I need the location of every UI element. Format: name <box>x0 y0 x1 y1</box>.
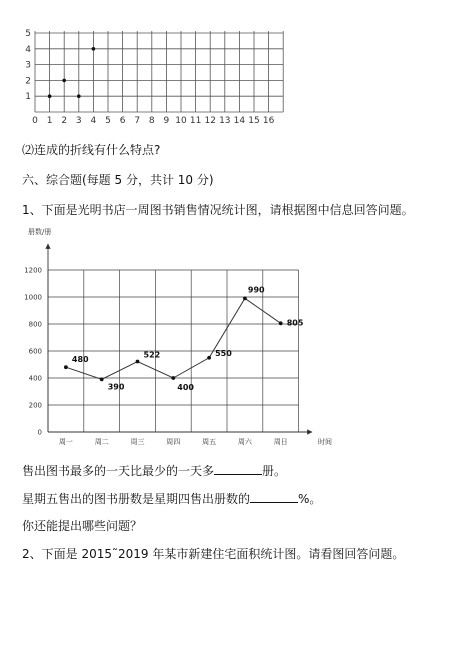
book-sales-line-chart <box>0 222 456 452</box>
data-label: 522 <box>143 350 161 360</box>
grid-x-tick: 11 <box>189 116 202 126</box>
ask-2 <box>22 491 321 506</box>
grid-x-tick: 4 <box>90 116 97 126</box>
x-tick-label: 周四 <box>166 438 181 446</box>
ask-1 <box>22 463 286 478</box>
grid-y-tick: 1 <box>25 92 31 103</box>
grid-x-tick: 16 <box>262 116 275 126</box>
data-label: 805 <box>286 318 304 328</box>
grid-point <box>92 47 96 51</box>
data-point <box>243 296 247 300</box>
ask-3: 你还能提出哪些问题？ <box>22 519 143 533</box>
y-tick-label: 1000 <box>24 293 42 302</box>
grid-point <box>48 94 52 98</box>
grid-x-tick: 2 <box>61 116 68 126</box>
grid-x-tick: 15 <box>248 116 260 126</box>
ask-2-prefix: 星期五售出的图书册数是星期四售出册数的 <box>22 492 251 506</box>
x-axis-label: 时间 <box>318 438 332 446</box>
data-point <box>171 376 175 380</box>
sales-line <box>66 298 281 379</box>
data-point <box>136 360 140 364</box>
grid-x-tick: 7 <box>134 116 141 126</box>
grid-x-tick: 1 <box>46 116 53 126</box>
coordinate-grid-chart <box>0 0 456 130</box>
y-tick-label: 400 <box>28 374 42 383</box>
y-axis-label: 册数/册 <box>28 228 52 236</box>
grid-x-tick: 10 <box>175 116 187 126</box>
data-point <box>279 321 283 325</box>
x-tick-label: 周三 <box>130 438 145 446</box>
grid-x-tick: 13 <box>219 116 231 126</box>
data-label: 400 <box>177 383 195 392</box>
x-tick-label: 周二 <box>94 438 109 446</box>
question-1-text: 1、下面是光明书店一周图书销售情况统计图，请根据图中信息回答问题。 <box>22 203 414 217</box>
x-tick-label: 周日 <box>273 438 288 446</box>
y-tick-label: 200 <box>28 401 42 410</box>
grid-point <box>77 94 81 98</box>
grid-y-tick: 2 <box>25 76 31 87</box>
grid-point <box>62 79 66 83</box>
question-2-text: ⑵连成的折线有什么特点? <box>22 143 161 157</box>
y-tick-label: 0 <box>37 428 42 437</box>
y-tick-label: 1200 <box>24 266 42 275</box>
answer-blank-2[interactable] <box>250 491 298 503</box>
grid-x-tick: 14 <box>233 116 246 126</box>
x-tick-label: 周五 <box>202 438 217 446</box>
grid-y-tick: 4 <box>25 44 31 55</box>
section-6-heading: 六、综合题(每题 5 分，共计 10 分) <box>22 173 214 187</box>
data-point <box>64 365 68 369</box>
answer-blank-1[interactable] <box>214 463 262 475</box>
data-label: 480 <box>71 355 89 365</box>
data-label: 390 <box>107 382 125 392</box>
data-label: 550 <box>215 348 232 358</box>
y-tick-label: 600 <box>28 347 42 356</box>
ask-2-suffix: %。 <box>298 492 322 506</box>
grid-x-tick: 8 <box>148 116 155 126</box>
grid-x-tick: 0 <box>32 116 38 126</box>
data-point <box>100 377 104 381</box>
data-point <box>207 356 211 360</box>
question-2b-text: 2、下面是 2015˜2019 年某市新建住宅面积统计图。请看图回答问题。 <box>22 547 405 561</box>
grid-x-tick: 6 <box>119 116 126 126</box>
grid-y-tick: 3 <box>25 60 31 71</box>
grid-x-tick: 12 <box>204 116 216 126</box>
x-tick-label: 周一 <box>58 438 73 446</box>
grid-x-tick: 9 <box>163 116 170 126</box>
grid-x-tick: 5 <box>105 116 111 126</box>
data-label: 990 <box>247 285 265 295</box>
ask-1-suffix: 册。 <box>262 464 287 478</box>
ask-1-prefix: 售出图书最多的一天比最少的一天多 <box>22 464 215 478</box>
y-tick-label: 800 <box>28 320 42 329</box>
grid-x-tick: 3 <box>75 116 82 126</box>
x-tick-label: 周六 <box>237 438 252 446</box>
grid-y-tick: 5 <box>25 29 31 39</box>
